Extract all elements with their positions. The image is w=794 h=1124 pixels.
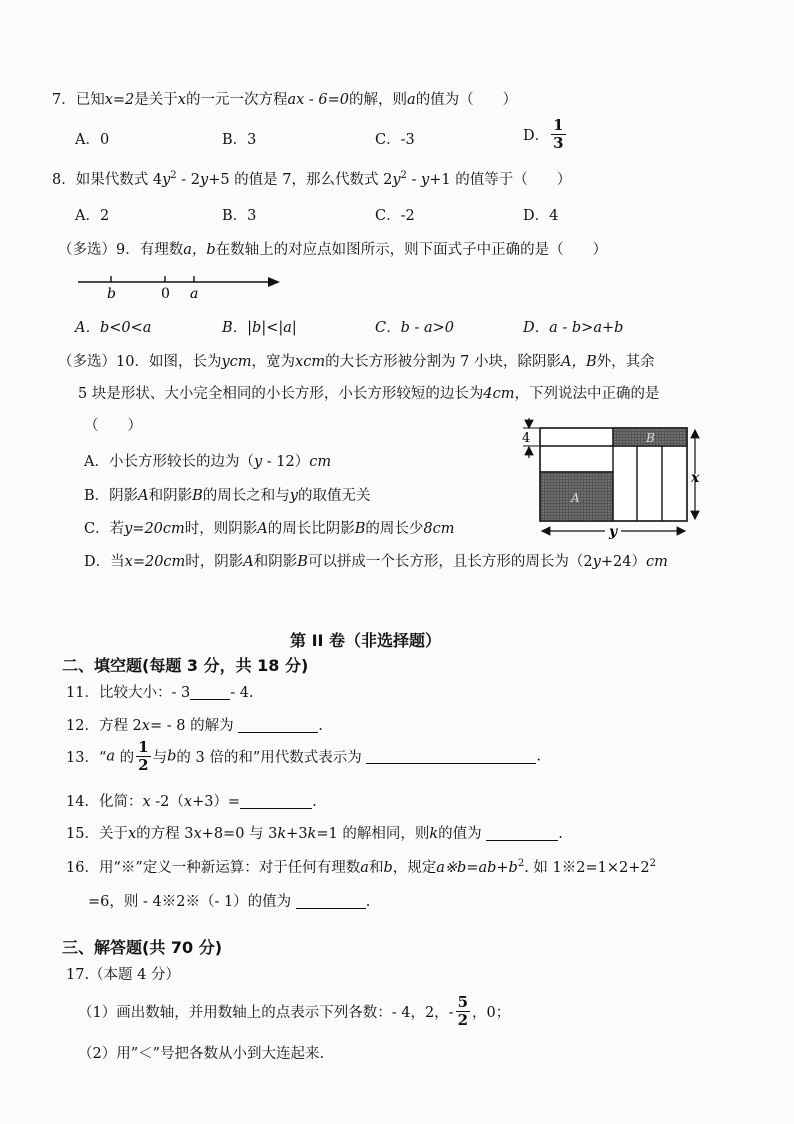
section-fill-blank-heading: 二、填空题(每题 3 分，共 18 分) — [62, 656, 309, 675]
q12: 12．方程 2x= - 8 的解为 . — [66, 718, 323, 734]
q9-option-a: A．b<0<a — [75, 320, 152, 336]
q10-answer-paren: （ ） — [84, 418, 142, 434]
fig-label-4: 4 — [522, 431, 531, 446]
q7-option-d: D． $\frac{1}{3}$ — [523, 116, 564, 152]
q17-part1: （1）画出数轴，并用数轴上的点表示下列各数：- 4，2，- $\frac{5}{2}$ ，0； — [78, 993, 511, 1029]
section-answer-heading: 三、解答题(共 70 分) — [62, 938, 223, 957]
axis-label-b: b — [107, 286, 116, 302]
q7-stem: 7．已知x=2是关于x的一元一次方程ax - 6=0的解，则a的值为（ ） — [52, 92, 518, 108]
q8-option-b: B．3 — [222, 208, 257, 224]
axis-label-a: a — [190, 286, 199, 302]
q10-rectangle-figure — [515, 414, 710, 546]
q10-option-b: B．阴影A和阴影B的周长之和与y的取值无关 — [84, 488, 371, 504]
q10-line1: （多选）10．如图，长为ycm，宽为xcm的大长方形被分割为 7 小块，除阴影A，B外，其余 — [58, 354, 655, 370]
q7-option-a: A．0 — [75, 132, 110, 148]
q8-option-d: D．4 — [523, 208, 559, 224]
q9-option-c: C．b - a>0 — [375, 320, 455, 336]
q10-line2: 5 块是形状、大小完全相同的小长方形，小长方形较短的边长为4cm，下列说法中正确的是 — [78, 386, 660, 402]
q15: 15．关于x的方程 3x+8=0 与 3k+3k=1 的解相同，则k的值为 . — [66, 826, 563, 842]
fig-label-y: y — [609, 524, 618, 540]
q8-option-c: C．-2 — [375, 208, 415, 224]
q9-option-b: B．|b|<|a| — [222, 320, 297, 336]
q9-number-line — [72, 268, 292, 304]
fig-label-a: A — [571, 491, 580, 505]
q7-option-b: B．3 — [222, 132, 257, 148]
q14: 14．化简：x -2（x+3）= . — [66, 794, 317, 810]
q8-stem: 8．如果代数式 $4y^2 - 2y+5$ 的值是 7，那么代数式 $2y^2 - y+1$ 的值等于（ ） — [52, 170, 572, 188]
part-2-title: 第 II 卷（非选择题） — [290, 631, 442, 650]
q11: 11．比较大小：- 3 - 4. — [66, 685, 254, 701]
q17-part2: （2）用”＜”号把各数从小到大连起来. — [78, 1046, 325, 1062]
axis-label-0: 0 — [161, 286, 170, 302]
q8-option-a: A．2 — [75, 208, 110, 224]
q10-option-a: A．小长方形较长的边为（y - 12）cm — [84, 454, 332, 470]
fig-label-x: x — [691, 470, 700, 486]
q16-line1: 16．用“※”定义一种新运算：对于任何有理数a和b，规定$a※b=ab+b^2$. 如 $1※2=1\times 2+2^2$ — [66, 858, 656, 876]
fig-label-b: B — [646, 431, 655, 445]
q13: 13．“a 的 $\frac{1}{2}$ 与b的 3 倍的和”用代数式表示为 . — [66, 738, 541, 774]
q16-line2: =6，则 - 4※2※（- 1）的值为 . — [88, 894, 371, 910]
q17-title: 17.（本题 4 分） — [66, 967, 181, 983]
q9-stem: （多选）9．有理数a，b在数轴上的对应点如图所示，则下面式子中正确的是（ ） — [58, 242, 608, 258]
q10-option-c: C．若y=20cm时，则阴影A的周长比阴影B的周长少8cm — [84, 521, 455, 537]
q10-option-d: D．当x=20cm时，阴影A和阴影B可以拼成一个长方形，且长方形的周长为（2y+24）cm — [84, 554, 668, 570]
q7-option-c: C．-3 — [375, 132, 415, 148]
q9-option-d: D．a - b>a+b — [523, 320, 624, 336]
